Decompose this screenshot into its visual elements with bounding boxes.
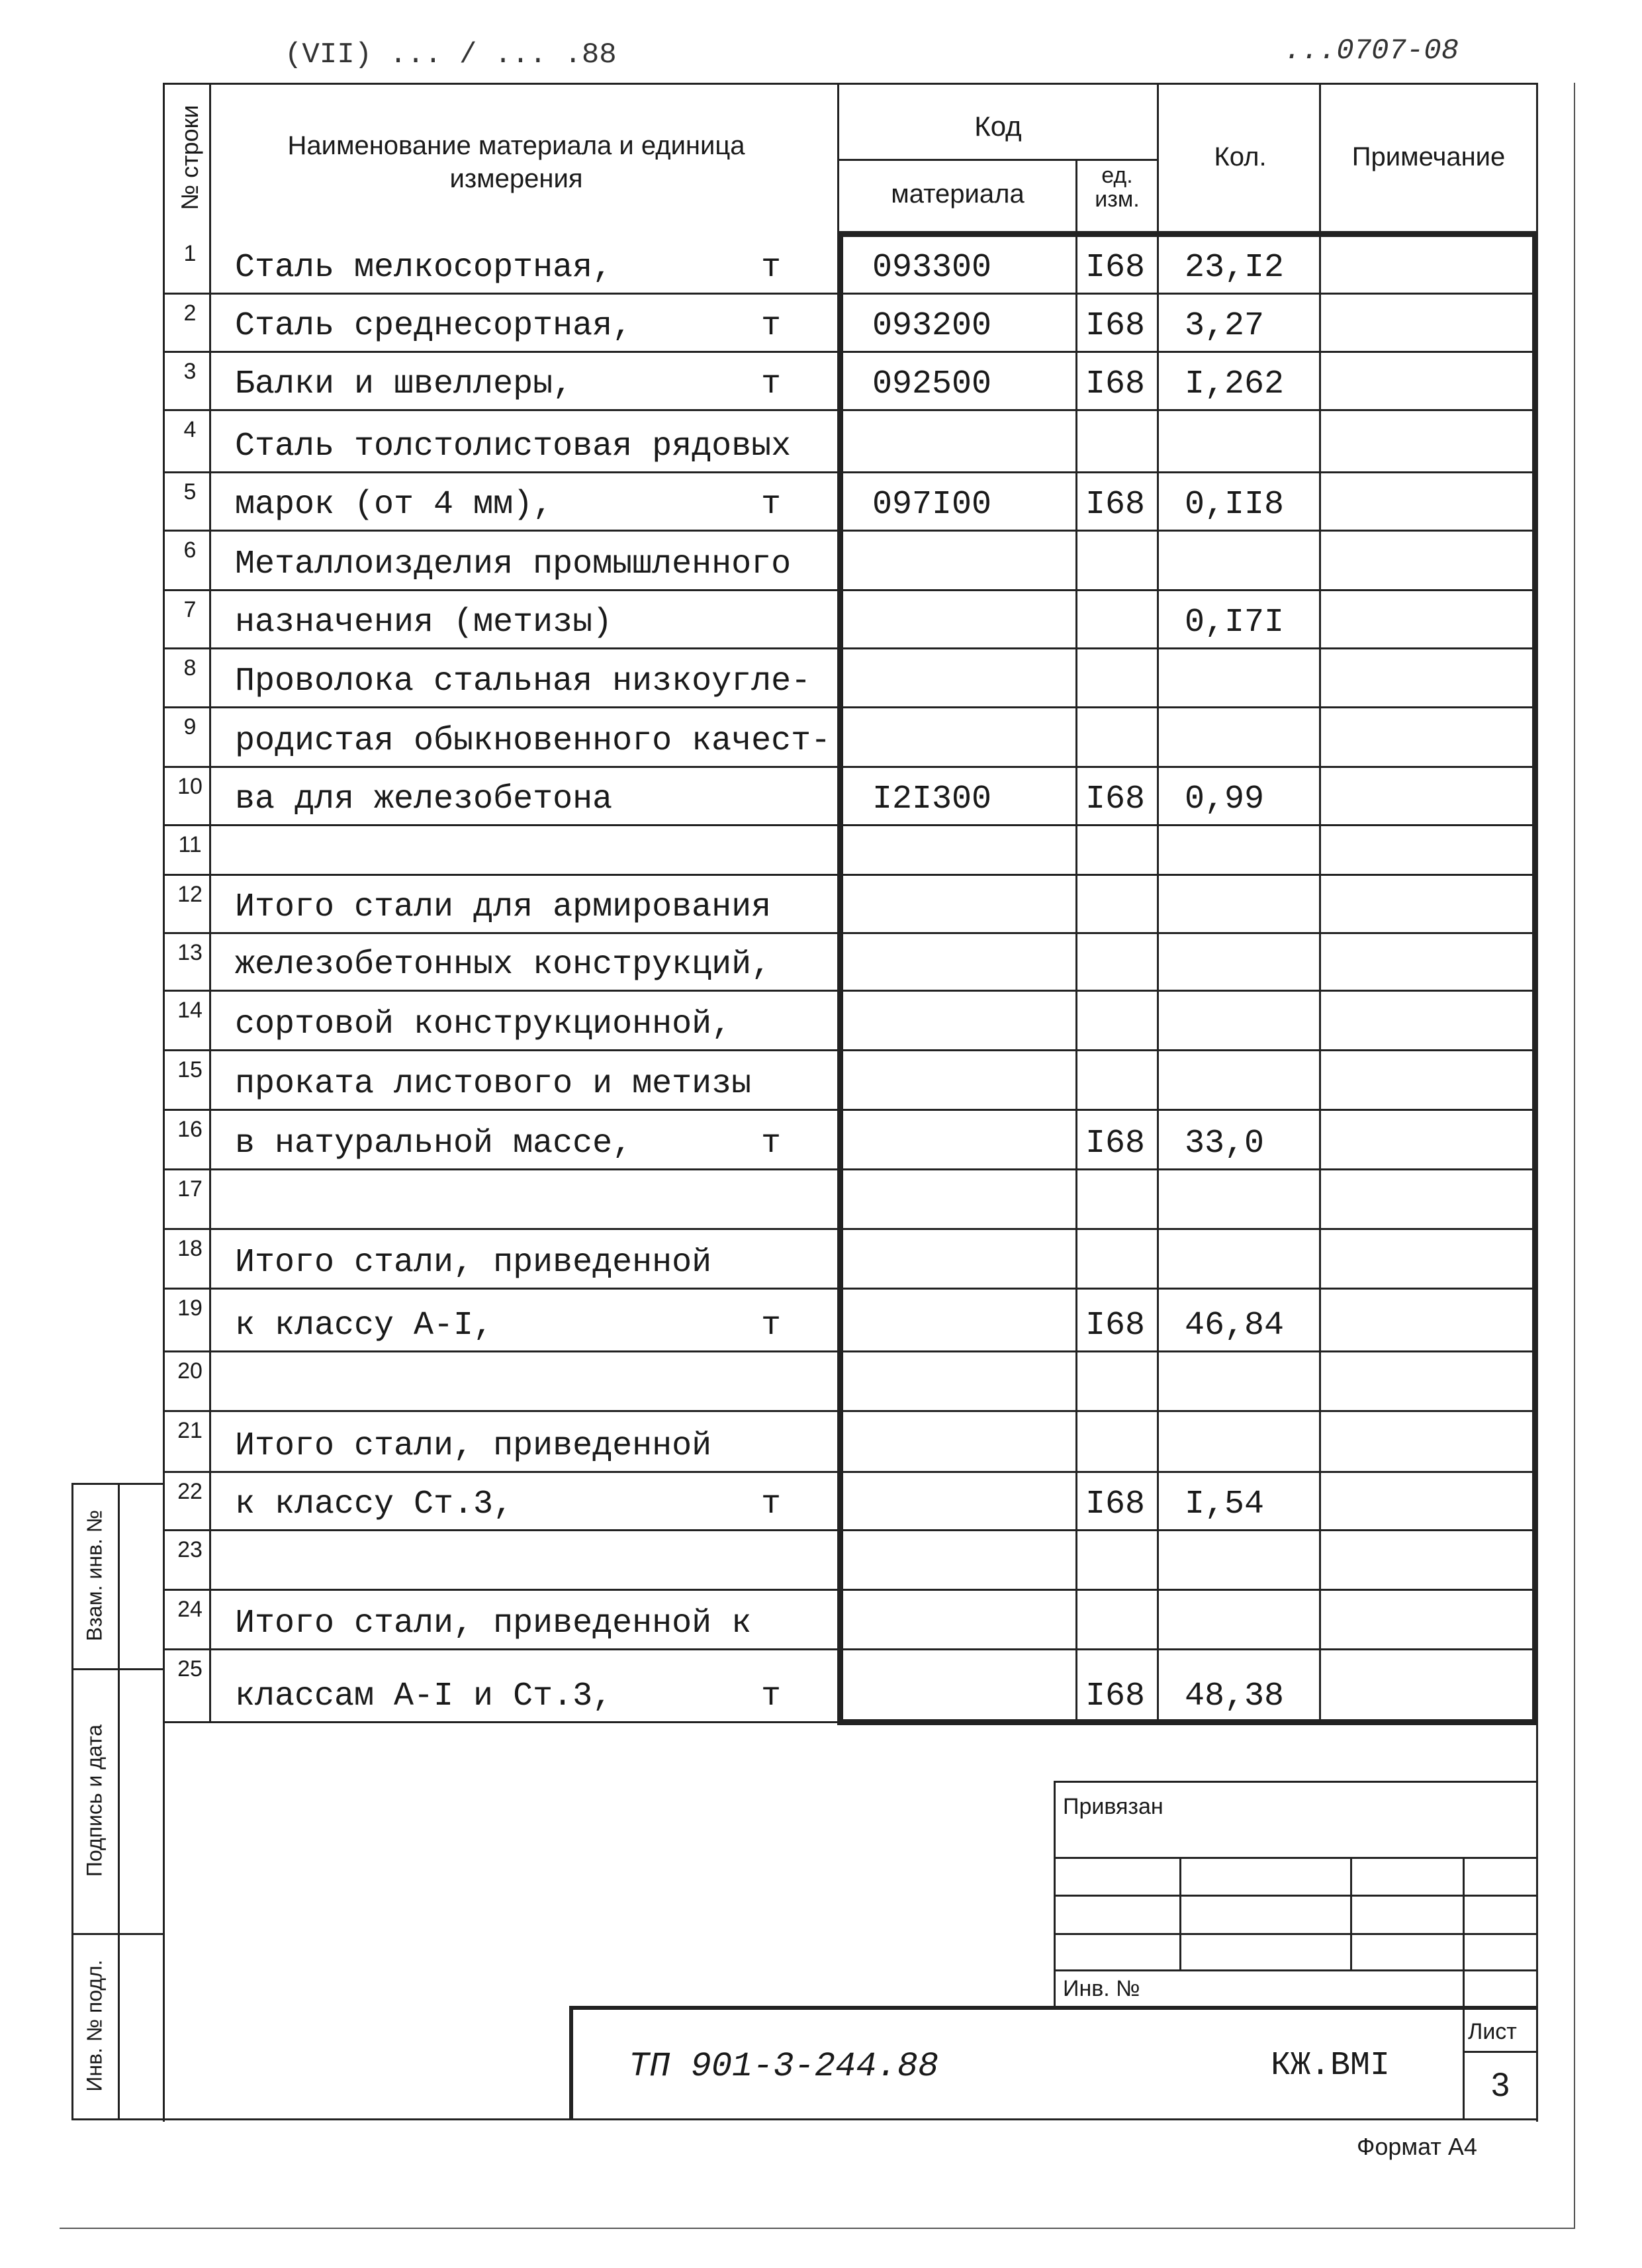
row-name: марок (от 4 мм), [235,486,553,524]
row-unit: т [761,1307,782,1345]
row-number: 20 [177,1358,203,1384]
row-qty: 0,II8 [1185,486,1285,524]
row-qty: 23,I2 [1185,249,1285,287]
row-number: 12 [177,882,203,907]
doc-code: ТП 901-3-244.88 [629,2047,939,2086]
row-number: 25 [177,1656,203,1681]
row-number: 19 [177,1296,203,1321]
row-number: 22 [177,1479,203,1504]
header-qty: Кол. [1214,142,1267,171]
stamp-vzam: Взам. инв. № [82,1509,107,1642]
stamp-inv: Инв. № подл. [82,1960,107,2092]
row-number: 16 [177,1117,203,1142]
row-number: 4 [183,417,197,442]
row-name: Сталь толстолистовая рядовых [235,428,792,465]
row-name: Сталь среднесортная, [235,307,633,345]
drawing-mark: КЖ.ВМI [1271,2047,1391,2085]
row-code: 092500 [872,365,992,403]
header-name: Наименование материала и единица измерения [287,131,745,193]
header-code: Код [974,111,1022,142]
row-name: Итого стали для армирования [235,888,772,926]
row-name: Металлоизделия промышленного [235,545,792,583]
row-unit-code: I68 [1085,1677,1146,1715]
row-unit-code: I68 [1085,1307,1146,1345]
row-unit: т [761,365,782,403]
row-unit-code: I68 [1085,486,1146,524]
row-code: 097I00 [872,486,992,524]
row-number: 13 [177,940,203,965]
row-unit-code: I68 [1085,365,1146,403]
header-note: Примечание [1351,142,1506,171]
row-qty: 48,38 [1185,1677,1285,1715]
row-unit: т [761,1677,782,1715]
top-note-right: ...0707-08 [1284,34,1459,68]
row-number: 7 [183,597,197,622]
row-name: к классу Ст.3, [235,1486,514,1523]
row-number: 10 [177,774,203,799]
header-code-material: материала [891,179,1025,209]
sheet-number: 3 [1491,2066,1510,2103]
row-number: 23 [177,1537,203,1562]
row-unit-code: I68 [1085,249,1146,287]
row-name: назначения (метизы) [235,604,613,641]
row-name: ва для железобетона [235,780,613,818]
row-qty: I,54 [1185,1486,1265,1523]
row-qty: 3,27 [1185,307,1265,345]
row-unit: т [761,486,782,524]
row-name: Сталь мелкосортная, [235,249,613,287]
row-code: 093300 [872,249,992,287]
row-number: 17 [177,1176,203,1202]
row-unit: т [761,307,782,345]
row-name: Балки и швеллеры, [235,365,573,403]
inv-no-label: Инв. № [1063,1976,1140,2001]
row-name: железобетонных конструкций, [235,946,772,984]
stamp-podpis: Подпись и дата [82,1724,107,1877]
row-unit: т [761,249,782,287]
row-name: Итого стали, приведенной [235,1427,712,1465]
row-number: 1 [183,241,197,266]
row-unit: т [761,1486,782,1523]
row-number: 6 [183,538,197,563]
header-code-unit: ед. изм. [1095,163,1140,212]
row-number: 3 [183,359,197,384]
row-number: 9 [183,714,197,739]
top-note-left: (VII) ... / ... .88 [285,38,617,71]
row-name: Итого стали, приведенной к [235,1605,752,1642]
row-qty: 0,I7I [1185,604,1285,641]
row-name: проката листового и метизы [235,1065,752,1103]
row-name: классам А-I и Ст.3, [235,1677,613,1715]
row-name: к классу А-I, [235,1307,494,1345]
row-name: сортовой конструкционной, [235,1006,732,1043]
sheet-label: Лист [1468,2019,1517,2044]
format-label: Формат А4 [1357,2133,1477,2160]
row-number: 11 [178,832,202,857]
row-name: Проволока стальная низкоугле- [235,663,811,700]
row-qty: 46,84 [1185,1307,1285,1345]
row-number: 14 [177,998,203,1023]
row-qty: 33,0 [1185,1125,1265,1162]
row-number: 5 [183,479,197,504]
row-code: I2I300 [872,780,992,818]
row-number: 2 [183,301,197,326]
header-row-no: № строки [176,104,203,211]
row-number: 21 [177,1418,203,1443]
row-number: 8 [183,655,197,681]
row-unit-code: I68 [1085,780,1146,818]
row-name: Итого стали, приведенной [235,1244,712,1282]
row-number: 15 [177,1057,203,1082]
row-unit: т [761,1125,782,1162]
row-code: 093200 [872,307,992,345]
privyazan-label: Привязан [1063,1794,1163,1819]
row-number: 18 [177,1236,203,1261]
row-qty: 0,99 [1185,780,1265,818]
row-name: в натуральной массе, [235,1125,633,1162]
row-qty: I,262 [1185,365,1285,403]
row-unit-code: I68 [1085,1486,1146,1523]
row-unit-code: I68 [1085,1125,1146,1162]
row-unit-code: I68 [1085,307,1146,345]
row-number: 24 [177,1597,203,1622]
row-name: родистая обыкновенного качест- [235,722,831,760]
